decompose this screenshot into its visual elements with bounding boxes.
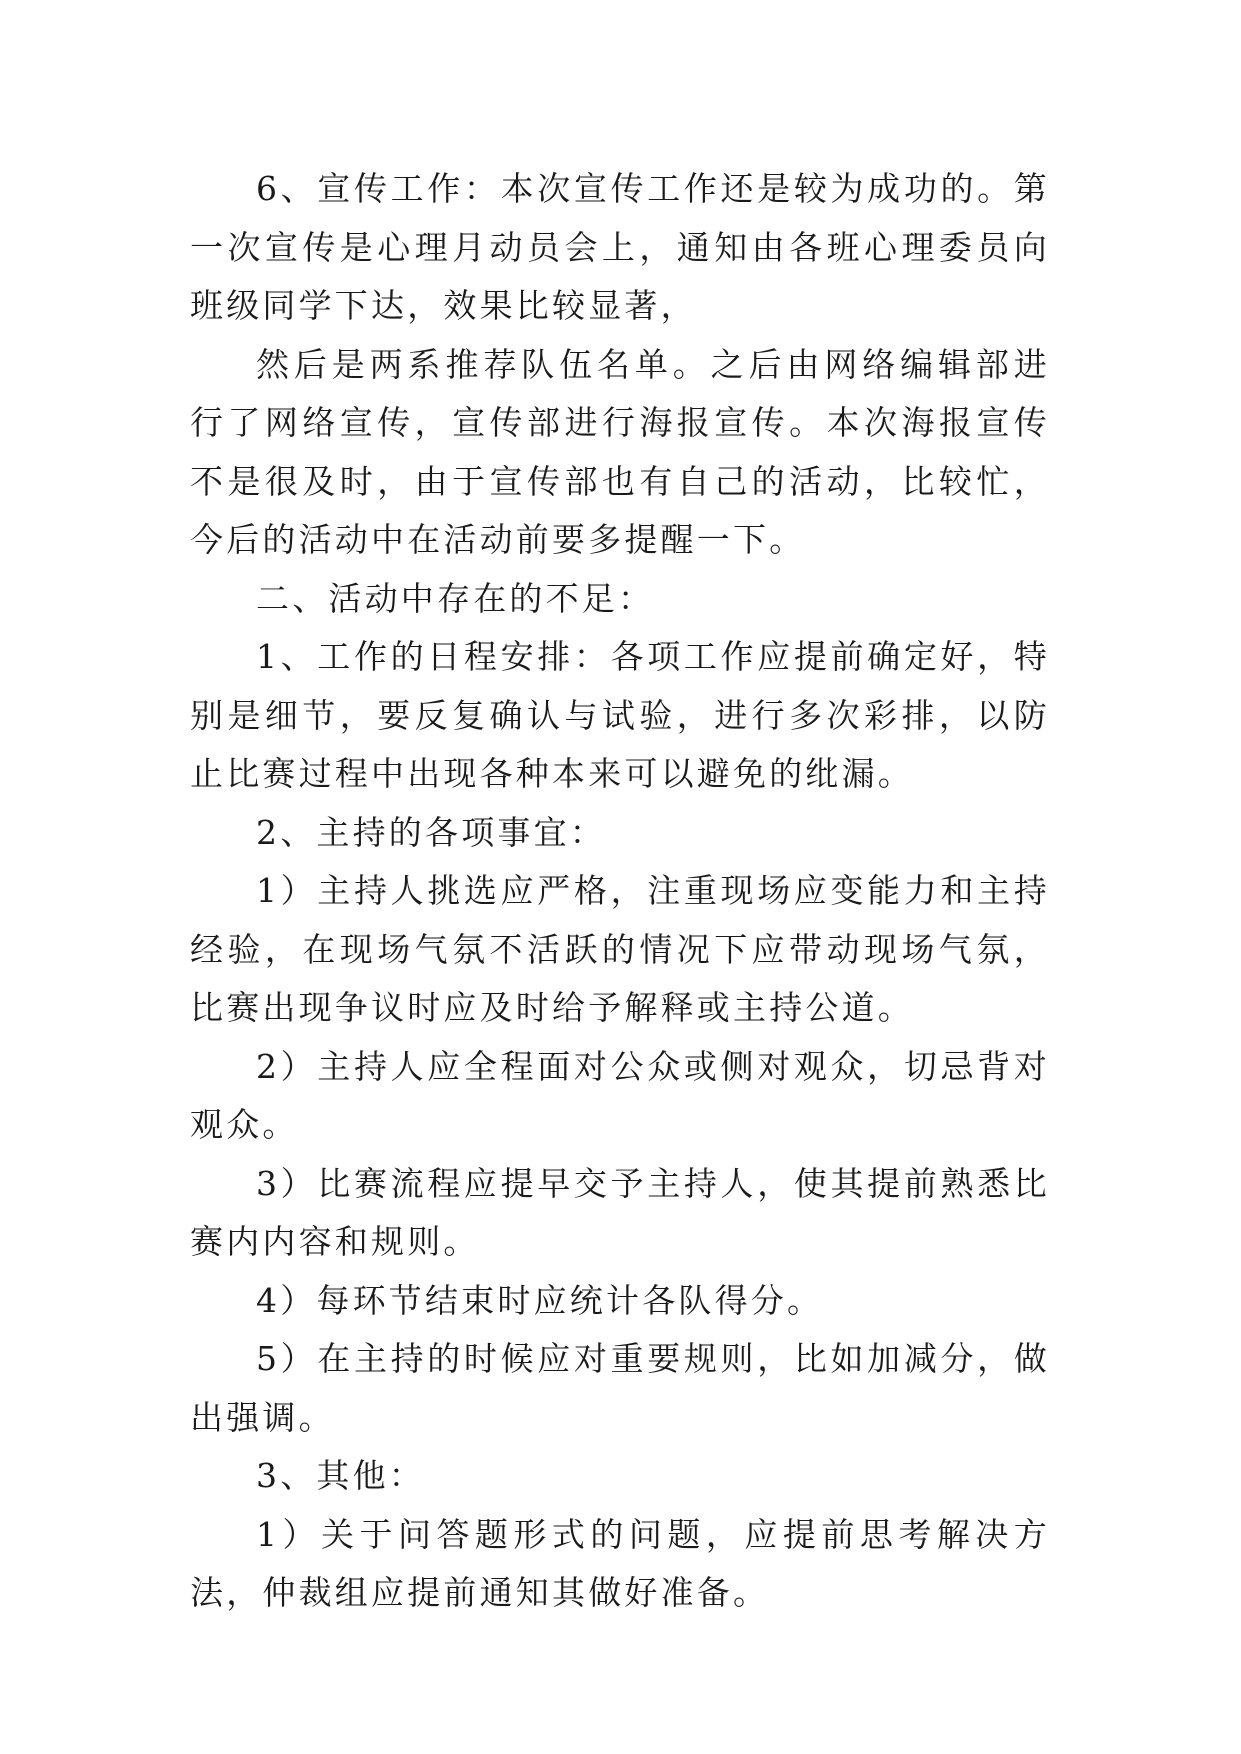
section-heading-shortcomings: 二、活动中存在的不足： [256, 578, 655, 618]
paragraph-schedule-arrangement: 1、工作的日程安排：各项工作应提前确定好，特别是细节，要反复确认与试验，进行多次彩排，以防止比赛过程中出现各种本来可以避免的纰漏。 [190, 637, 1050, 793]
document-body [190, 160, 1050, 1623]
subheading-other: 3、其他： [256, 1456, 425, 1495]
list-item-host-selection: 1）主持人挑选应严格，注重现场应变能力和主持经验，在现场气氛不活跃的情况下应带动现场气氛，比赛出现争议时应及时给予解释或主持公道。 [190, 871, 1050, 1027]
list-item-host-facing-audience: 2）主持人应全程面对公众或侧对观众，切忌背对观众。 [190, 1046, 1050, 1144]
paragraph-team-list-and-posters: 然后是两系推荐队伍名单。之后由网络编辑部进行了网络宣传，宣传部进行海报宣传。本次海报宣传不是很及时，由于宣传部也有自己的活动，比较忙，今后的活动中在活动前要多提醒一下。 [190, 344, 1050, 559]
list-item-qa-format: 1）关于问答题形式的问题，应提前思考解决方法，仲裁组应提前通知其做好准备。 [190, 1514, 1050, 1612]
list-item-process-to-host: 3）比赛流程应提早交予主持人，使其提前熟悉比赛内内容和规则。 [190, 1163, 1050, 1261]
paragraph-publicity-work: 6、宣传工作：本次宣传工作还是较为成功的。第一次宣传是心理月动员会上，通知由各班心理委员向班级同学下达，效果比较显著， [190, 169, 1050, 325]
list-item-score-tally: 4）每环节结束时应统计各队得分。 [256, 1280, 824, 1320]
subheading-host-matters: 2、主持的各项事宜： [256, 812, 606, 852]
list-item-emphasize-rules: 5）在主持的时候应对重要规则，比如加减分，做出强调。 [190, 1339, 1050, 1437]
